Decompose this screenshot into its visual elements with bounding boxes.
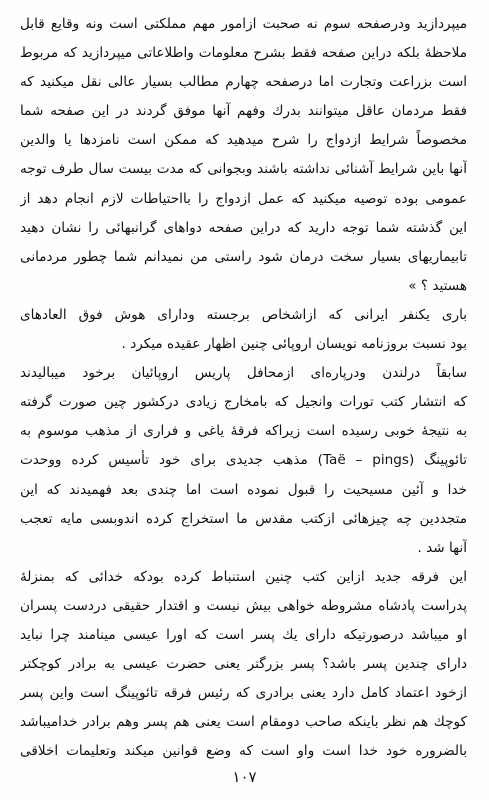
text-line: ملاحظهٔ بلکه دراین صفحه فقط بشرح معلومات واطلاعاتی میپردازید که مربوط [20,45,467,62]
text-line: فقط مردمان عاقل میتوانند بدرك وفهم آنها موفق گردند در این صفحه شما [20,103,467,120]
text-line: آنها باین شرایط آشنائی نداشته باشند وبجوانی که مدت بیست سال طرف توجه [20,161,467,178]
text-line: خدا و آئین مسیحیت را قبول نموده است اما چندی بعد فهمیدند که این [20,481,467,498]
text-line: هستید ؟ » [408,277,467,294]
text-line: کوچك هم نظر باینکه صاحب دومقام است یعنی هم پسر وهم برادر خدامیباشد [20,714,467,731]
text-line: بود نسبت بروزنامه نویسان اروپائی چنین اظهار عقیده میکرد . [121,336,467,353]
text-line: آنها شد . [417,539,467,556]
text-line: باری یکنفر ایرانی که ازاشخاص برجسته ودارای هوش فوق العادهای [20,306,467,323]
text-line: به نتیجهٔ خوبی رسیده است زیراکه فرقهٔ یاغی و فراری از مذهب موسوم به [20,423,467,440]
text-line: دارای چندین پسر باشد؟ پسر بزرگتر یعنی حضرت عیسی به برادر کوچکتر [20,656,467,673]
page-number: ۱۰۷ [232,768,257,786]
text-line: تائوپینگ (Taë – pings) مذهب جدیدی برای خود تأسیس کرده ووحدت [20,452,467,469]
text-line: این گذشته شما توجه دارید که دراین صفحه دواهای گرانبهائی را نشان دهید [20,219,467,236]
text-line: است بزراعت وتجارت اما درصفحه چهارم مطالب بسیار عالی نقل میکنید که [20,74,467,91]
text-line: بالضروره خود خدا است واو است که وضع قوانین میکند وتعلیمات اخلاقی [20,743,467,760]
text-line: او میباشد درصورتیکه دارای یك پسر است که اورا عیسی مینامند چرا نباید [20,626,467,643]
text-line: متجددین چه چیزهائی ازکتب مقدس ما استخراج کرده اندوبسی مایه تعجب [20,510,467,527]
text-line: این فرقه جدید ازاین کتب چنین استنباط کرده بودکه خدائی که بمنزلهٔ [20,568,467,585]
text-line: عمومی بوده توصیه میکنید که عمل ازدواج را بااحتیاطات لازم انجام دهد از [20,190,467,207]
text-line: سابقاً درلندن ودرپاره‌ای ازمحافل پاریس اروپائیان برخود میبالیدند [20,365,467,382]
text-line: مخصوصاً شرایط ازدواج را شرح میدهید که ممکن است نامزدها یا والدین [20,132,467,149]
text-line: میپردازید ودرصفحه سوم نه صحبت ازامور مهم مملکتی است ونه وقایع قابل [20,16,467,32]
text-line: که انتشار کتب تورات وانجیل که بامخارج زیادی درکشور چین صورت گرفته [20,394,467,411]
text-line: ازخود اعتماد کامل دارد یعنی برادری که رئیس فرقه تائوپینگ است واین پسر [20,685,467,702]
text-line: پدراست پادشاه مشروطه خواهی بیش نیست و اقتدار حقیقی دردست پسران [20,597,467,614]
text-line: تابیماریهای بسیار سخت درمان شود راستی من نمیدانم شما چطور مردمانی [20,248,467,265]
page-body-text [20,10,467,766]
